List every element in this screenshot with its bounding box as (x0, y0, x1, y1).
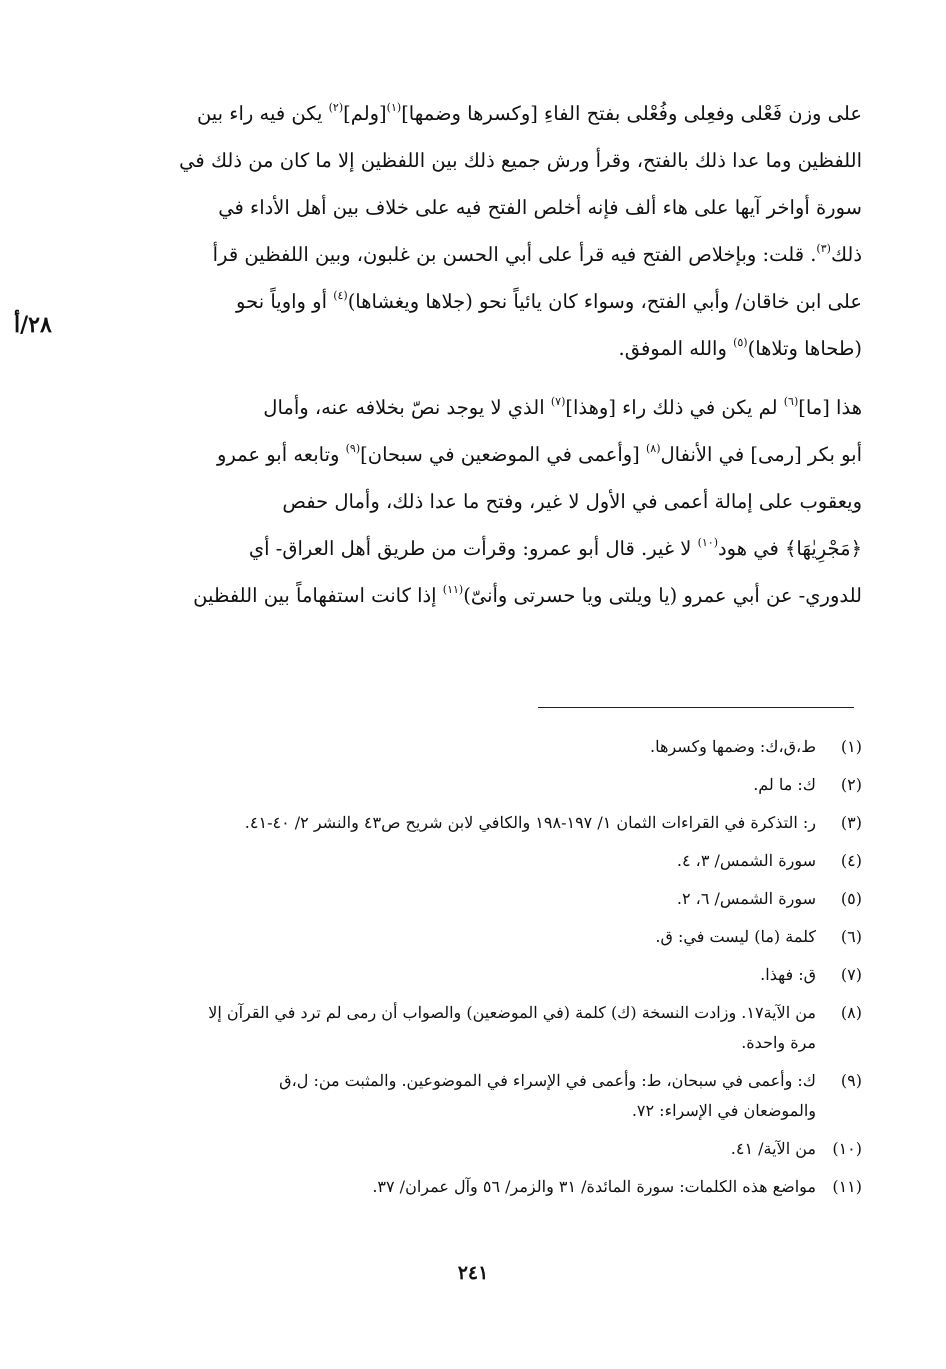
footnote-line: والموضعان في الإسراء: ٧٢. (631, 1101, 816, 1120)
text-segment: يكن فيه راء بين (196, 102, 329, 125)
footnote-line: سورة الشمس/ ٦، ٢. (676, 889, 816, 908)
footnote-item (96, 998, 862, 1058)
text-segment: للدوري- عن أبي عمرو (يا ويلتى ويا حسرتى وأنىّ) (463, 584, 862, 607)
footnote-marker: (٣) (816, 242, 831, 255)
footnote-marker: (٧) (550, 395, 566, 408)
paragraph-1 (92, 90, 862, 372)
footnote-number: (٩) (840, 1071, 862, 1090)
footnote-text (96, 998, 816, 1058)
text-segment: . قلت: وبإخلاص الفتح فيه قرأ على أبي الحسن بن غلبون، وبين اللفظين قرأ (212, 243, 817, 266)
footnote-text (96, 1066, 816, 1126)
footnote-marker: (٦) (783, 395, 799, 408)
footnote-marker: (٥) (733, 336, 748, 349)
footnote-marker: (٨) (645, 442, 661, 455)
text-line (92, 431, 862, 478)
text-segment: لم يكن في ذلك راء [وهذا] (565, 396, 784, 419)
footnote-line: ق: فهذا. (760, 965, 816, 984)
footnote-text (96, 770, 816, 800)
text-segment: الذي لا يوجد نصّ بخلافه عنه، وأمال (263, 396, 551, 419)
footnote-marker: (٢) (328, 101, 344, 114)
footnote-line: من الآية١٧. وزادت النسخة (ك) كلمة (في الموضعين) والصواب أن رمى لم ترد في القرآن إلا (208, 1003, 816, 1022)
footnote-number: (١١) (832, 1177, 862, 1196)
footnotes (96, 732, 862, 1210)
text-line (92, 384, 862, 431)
text-segment: وتابعه أبو عمرو (216, 443, 346, 466)
text-line (92, 278, 862, 325)
footnote-marker: (٤) (333, 289, 348, 302)
footnote-item (96, 922, 862, 952)
footnote-number: (٧) (840, 965, 862, 984)
text-segment: أبو بكر [رمى] في الأنفال (660, 443, 862, 466)
footnote-text (96, 732, 816, 762)
footnote-line: ك: وأعمى في سبحان، ط: وأعمى في الإسراء في الموضوعين. والمثبت من: ل،ق (279, 1071, 816, 1090)
text-line (92, 572, 862, 619)
footnote-line: كلمة (ما) ليست في: ق. (655, 927, 816, 946)
footnote-marker: (١١) (442, 583, 464, 596)
text-segment: أو واوياً نحو (236, 290, 334, 313)
footnote-item (96, 1172, 862, 1202)
footnote-number: (٦) (840, 927, 862, 946)
footnote-marker: (١٠) (697, 536, 718, 549)
text-segment: ذلك (830, 243, 862, 266)
text-line (92, 184, 862, 231)
main-text (92, 90, 862, 619)
footnote-text (96, 1134, 816, 1164)
footnote-number: (١٠) (832, 1139, 862, 1158)
text-segment: هذا [ما] (798, 396, 862, 419)
text-segment: اللفظين وما عدا ذلك بالفتح، وقرأ ورش جميع ذلك بين اللفظين إلا ما كان من ذلك في (179, 149, 862, 172)
footnote-marker: (١) (386, 101, 402, 114)
footnote-item (96, 1134, 862, 1164)
footnote-line: من الآية/ ٤١. (730, 1139, 816, 1158)
text-line (92, 231, 862, 278)
text-segment: [ولم] (343, 102, 387, 125)
footnote-text (96, 808, 816, 838)
text-segment: والله الموفق. (618, 337, 734, 360)
text-segment: على ابن خاقان/ وأبي الفتح، وسواء كان يائياً نحو (جلاها ويغشاها) (347, 290, 862, 313)
paragraph-2 (92, 384, 862, 619)
footnote-text (96, 922, 816, 952)
footnote-item (96, 732, 862, 762)
footnote-marker: (٩) (345, 442, 361, 455)
footnote-line: سورة الشمس/ ٣، ٤. (676, 851, 816, 870)
footnote-line: ط،ق،ك: وضمها وكسرها. (650, 737, 816, 756)
footnote-number: (٥) (840, 889, 862, 908)
manuscript-folio-reference: ٢٨/أ (14, 312, 52, 338)
text-segment: [وأعمى في الموضعين في سبحان] (360, 443, 646, 466)
text-segment: إذا كانت استفهاماً بين اللفظين (193, 584, 443, 607)
text-line (92, 478, 862, 525)
text-line (92, 325, 862, 372)
text-line (92, 90, 862, 137)
footnote-item (96, 884, 862, 914)
footnote-number: (٢) (840, 775, 862, 794)
page-number: ٢٤١ (457, 1262, 489, 1284)
footnote-line: ر: التذكرة في القراءات الثمان ١/ ١٩٧-١٩٨ والكافي لابن شريح ص٤٣ والنشر ٢/ ٤٠-٤١. (244, 813, 816, 832)
text-segment: لا غير. قال أبو عمرو: وقرأت من طريق أهل العراق- أي (248, 537, 698, 560)
footnote-text (96, 960, 816, 990)
footnote-separator (538, 707, 854, 708)
footnote-text (96, 846, 816, 876)
footnote-line: ك: ما لم. (753, 775, 816, 794)
text-segment: سورة أواخر آيها على هاء ألف فإنه أخلص الفتح فيه على خلاف بين أهل الأداء في (218, 196, 862, 219)
text-line (92, 137, 862, 184)
footnote-item (96, 808, 862, 838)
footnote-number: (٤) (840, 851, 862, 870)
text-segment: ﴿مَجْرِيٰهَا﴾ في هود (717, 537, 862, 560)
footnote-line: مواضع هذه الكلمات: سورة المائدة/ ٣١ والزمر/ ٥٦ وآل عمران/ ٣٧. (372, 1177, 816, 1196)
text-segment: ويعقوب على إمالة أعمى في الأول لا غير، وفتح ما عدا ذلك، وأمال حفص (282, 490, 862, 513)
footnote-number: (١) (840, 737, 862, 756)
text-segment: على وزن فَعْلى وفعِلى وفُعْلى بفتح الفاءِ [وكسرها وضمها] (401, 102, 862, 125)
footnote-item (96, 960, 862, 990)
text-segment: (طحاها وتلاها) (747, 337, 862, 360)
text-line (92, 525, 862, 572)
footnote-text (96, 1172, 816, 1202)
footnote-item (96, 846, 862, 876)
footnote-text (96, 884, 816, 914)
footnote-item (96, 770, 862, 800)
footnote-item (96, 1066, 862, 1126)
footnote-number: (٣) (840, 813, 862, 832)
footnote-line: مرة واحدة. (741, 1033, 816, 1052)
footnote-number: (٨) (840, 1003, 862, 1022)
